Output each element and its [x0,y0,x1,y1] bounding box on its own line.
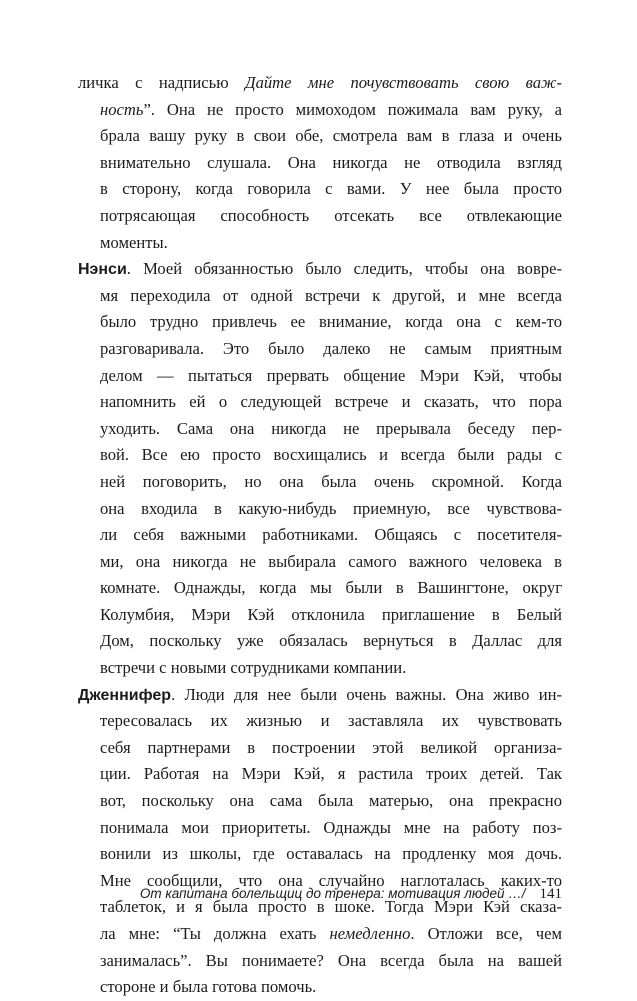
text-run: ”. Она не просто мимоходом пожимала вам руку, а [143,99,562,119]
italic-text: ность [100,99,144,119]
page-footer [78,886,562,908]
text-line [78,921,562,948]
text-run: потрясающая способность отсекать все отвлекающие [100,205,562,225]
text-line [78,708,562,735]
text-run: встречи с новыми сотрудниками компании. [100,658,407,678]
text-line [78,70,562,97]
text-run: делом — пытаться прервать общение Мэри Кэй, чтобы [100,365,562,385]
text-run: вот, поскольку она сама была матерью, она прекрасно [100,791,562,811]
text-line [78,309,562,336]
text-run: ции. Работая на Мэри Кэй, я растила троих детей. Так [100,764,562,784]
text-line [78,442,562,469]
text-line [78,522,562,549]
text-run: . Отложи все, чем [410,924,562,943]
text-run: занималась”. Вы понимаете? Она всегда была на вашей [100,950,562,970]
text-line [78,575,562,602]
page-body [78,70,562,1001]
text-line [78,176,562,203]
text-run: себя партнерами в построении этой великой организа- [100,737,562,757]
text-run: ла мне: “Ты должна ехать [100,924,330,943]
text-run: . Моей обязанностью было следить, чтобы она вовре- [126,259,562,279]
text-run: ми, она никогда не выбирала самого важного человека в [100,551,562,571]
text-line [78,655,562,682]
text-line [78,788,562,815]
italic-text: немедленно [329,924,411,943]
text-run: . Люди для нее были очень важны. Она живо ин- [171,684,562,704]
text-line [78,336,562,363]
page-number: 141 [539,886,562,902]
text-line [78,602,562,629]
text-line [78,948,562,975]
text-line [78,549,562,576]
text-line [78,363,562,390]
text-run: Колумбия, Мэри Кэй отклонила приглашение в Белый [100,604,562,624]
text-line [78,682,562,709]
text-run: тересовалась их жизнью и заставляла их чувствовать [100,711,562,731]
speaker-name: Дженнифер [78,686,172,704]
text-line [78,974,562,1001]
text-line [78,469,562,496]
text-line [78,815,562,842]
text-run: личка с надписью [78,73,246,92]
text-run: мя переходила от одной встречи к другой, и мне всегда [100,285,562,305]
text-run: брала вашу руку в свои обе, смотрела вам в глаза и очень [100,126,562,146]
text-run: Мне сообщили, что она случайно наглоталась каких-то [100,870,562,890]
text-line [78,841,562,868]
text-run: ней поговорить, но она была очень скромной. Когда [100,471,562,491]
text-run: она входила в какую-нибудь приемную, все чувствова- [100,498,562,518]
text-line [78,389,562,416]
text-line [78,97,562,124]
text-run: моменты. [100,232,168,252]
running-head: От капитана болельщиц до тренера: мотивация людей …/ [139,886,526,901]
text-run: разговаривала. Это было далеко не самым приятным [100,338,562,358]
text-line [78,256,562,283]
text-line [78,628,562,655]
text-run: вой. Все ею просто восхищались и всегда были рады с [100,445,562,465]
speaker-name: Нэнси [78,261,127,279]
text-line [78,735,562,762]
text-line [78,123,562,150]
text-run: вонили из школы, где оставалась на продленку моя дочь. [100,844,562,864]
text-line [78,230,562,257]
text-run: уходить. Сама она никогда не прерывала беседу пер- [100,418,562,438]
text-run: напомнить ей о следующей встрече и сказать, что пора [100,392,562,412]
italic-text: Дайте мне почувствовать свою важ- [245,73,562,92]
text-run: было трудно привлечь ее внимание, когда она с кем-то [100,312,562,332]
text-line [78,496,562,523]
text-line [78,761,562,788]
text-run: ли себя важными работниками. Общаясь с посетителя- [100,525,562,545]
text-line [78,203,562,230]
text-run: стороне и была готова помочь. [100,977,317,997]
text-run: внимательно слушала. Она никогда не отводила взгляд [100,152,562,172]
text-line [78,150,562,177]
text-run: понимала мои приоритеты. Однажды мне на работу поз- [100,817,562,837]
text-line [78,283,562,310]
text-run: Дом, поскольку уже обязалась вернуться в Даллас для [100,631,562,651]
text-run: в сторону, когда говорила с вами. У нее была просто [100,179,562,199]
text-run: таблеток, и я была просто в шоке. Тогда Мэри Кэй сказа- [100,897,562,917]
text-run: комнате. Однажды, когда мы были в Вашингтоне, округ [100,578,562,598]
text-line [78,416,562,443]
